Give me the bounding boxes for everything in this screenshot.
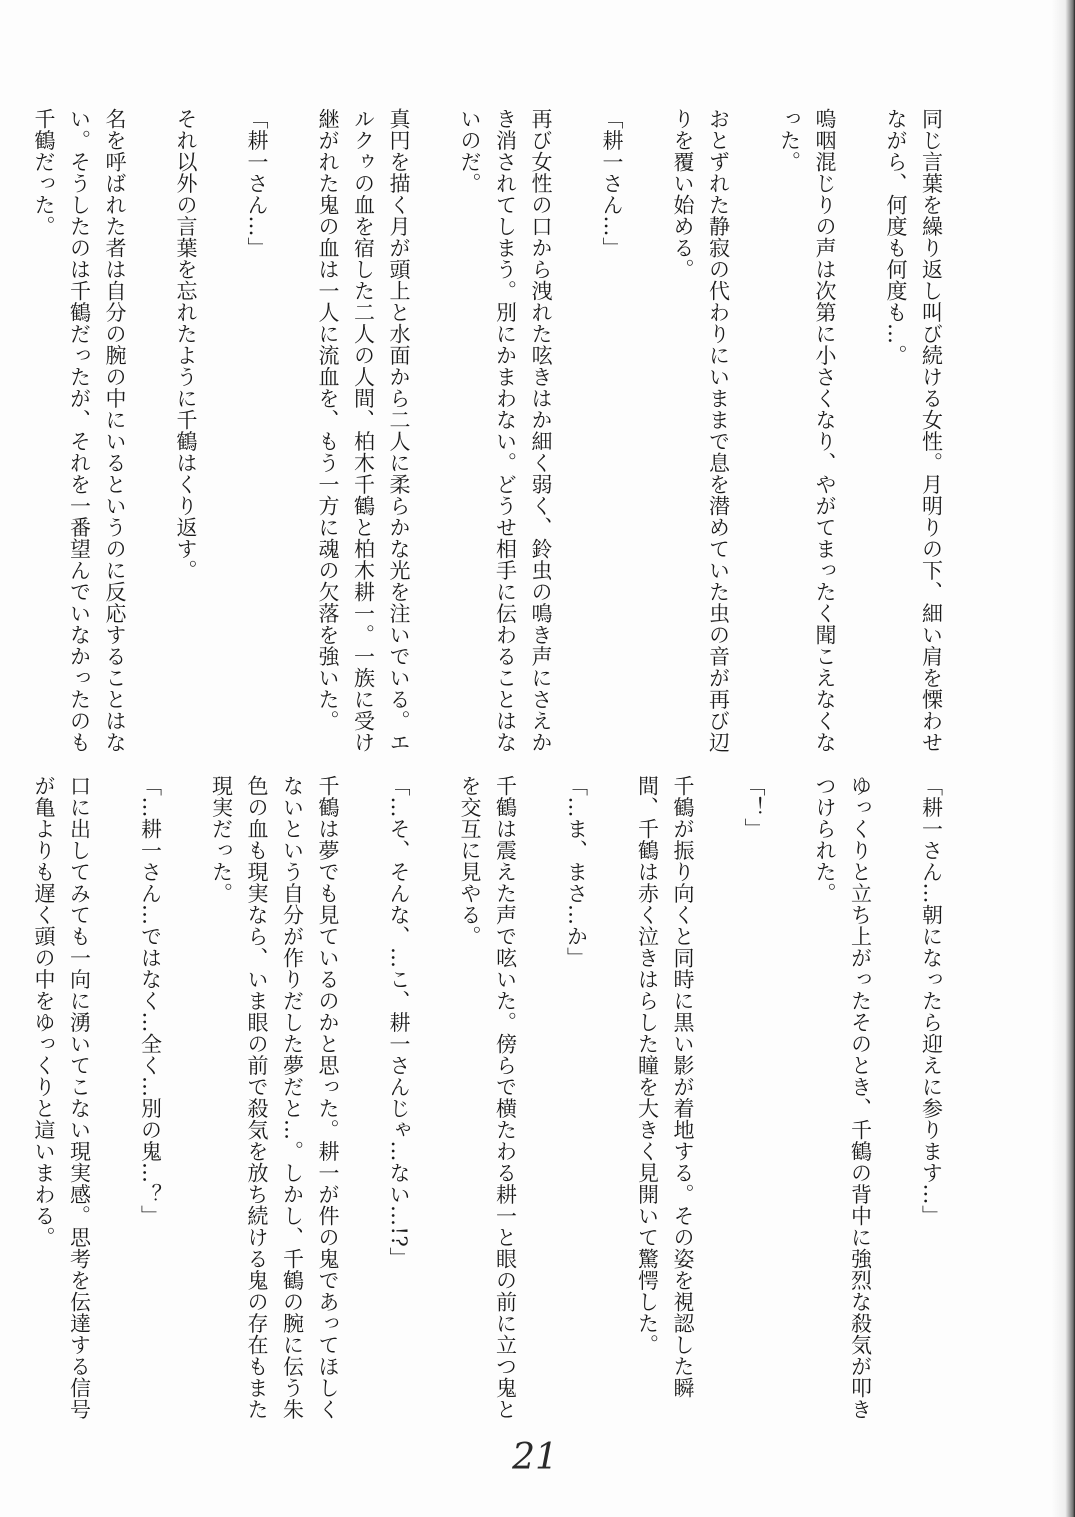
upper-text-block bbox=[32, 108, 984, 758]
paragraph: 千鶴は夢でも見ているのかと思った。耕一が件の鬼であってほしくないという自分が作りだした夢だと…。しかし、千鶴の腕に伝う朱色の血も現実なら、いま眼の前で殺気を放ち続ける鬼の存在もまた現実だった。 bbox=[209, 775, 340, 1420]
paragraph: 千鶴が振り向くと同時に黒い影が着地する。その姿を視認した瞬間、千鶴は赤く泣きはらした瞳を大きく見開いて驚愕した。 bbox=[635, 775, 695, 1399]
paragraph: 同じ言葉を繰り返し叫び続ける女性。月明りの下、細い肩を慄わせながら、何度も何度も…。 bbox=[884, 108, 944, 753]
dialogue: 「…耕一さん…ではなく…全く…別の鬼…？」 bbox=[138, 775, 163, 1227]
binding-edge bbox=[1051, 0, 1075, 1517]
dialogue: 「…そ、そんな、…こ、耕一さんじゃ…ない…!?」 bbox=[387, 775, 411, 1269]
paragraph: ゆっくりと立ち上がったそのとき、千鶴の背中に強烈な殺気が叩きつけられた。 bbox=[813, 775, 873, 1420]
page-number: 21 bbox=[512, 1437, 558, 1478]
paragraph: 嗚咽混じりの声は次第に小さくなり、やがてまったく聞こえなくなった。 bbox=[777, 108, 837, 753]
paragraph: 再び女性の口から洩れた呟きはか細く弱く、鈴虫の鳴き声にさえかき消されてしまう。別にかまわない。どうせ相手に伝わることはないのだ。 bbox=[458, 108, 553, 753]
dialogue: 「！」 bbox=[742, 775, 766, 840]
paragraph: おとずれた静寂の代わりにいままで息を潜めていた虫の音が再び辺りを覆い始める。 bbox=[671, 108, 731, 753]
lower-text-block bbox=[32, 775, 984, 1435]
dialogue: 「耕一さん…朝になったら迎えに参ります…」 bbox=[919, 775, 944, 1227]
dialogue: 「…ま、まさ…か」 bbox=[564, 775, 589, 969]
paragraph: 真円を描く月が頭上と水面から二人に柔らかな光を注いでいる。エルクゥの血を宿した二人の人間、柏木千鶴と柏木耕一。一族に受け継がれた鬼の血は一人に流血を、もう一方に魂の欠落を強いた。 bbox=[316, 108, 411, 753]
dialogue: 「耕一さん…」 bbox=[600, 108, 624, 259]
paragraph: それ以外の言葉を忘れたように千鶴はくり返す。 bbox=[174, 108, 198, 581]
dialogue: 「耕一さん…」 bbox=[245, 108, 269, 259]
paragraph: 名を呼ばれた者は自分の腕の中にいるというのに反応することはない。そうしたのは千鶴だったが、それを一番望んでいなかったのも千鶴だった。 bbox=[32, 108, 127, 753]
paragraph: 千鶴は震えた声で呟いた。傍らで横たわる耕一と眼の前に立つ鬼とを交互に見やる。 bbox=[458, 775, 518, 1420]
paragraph: 口に出してみても一向に湧いてこない現実感。思考を伝達する信号が亀よりも遅く頭の中をゆっくりと這いまわる。 bbox=[32, 775, 92, 1420]
